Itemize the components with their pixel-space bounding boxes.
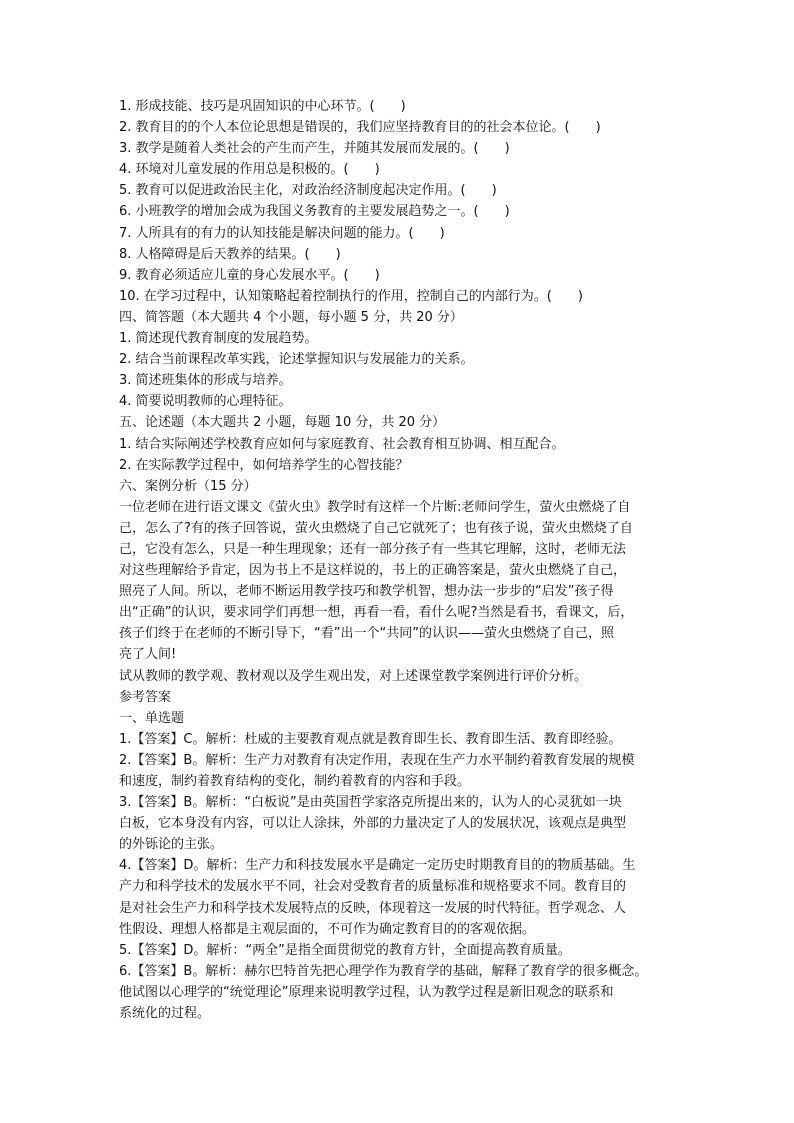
answer-line: 他试图以心理学的“统觉理论”原理来说明教学过程，认为教学过程是新旧观念的联系和 <box>119 984 614 1000</box>
judgement-item: 4. 环境对儿童发展的作用总是积极的。( ) <box>119 162 380 178</box>
judgement-item: 1. 形成技能、技巧是巩固知识的中心环节。( ) <box>119 99 406 114</box>
essay-item: 1. 结合实际阐述学校教育应如何与家庭教育、社会教育相互协调、相互配合。 <box>119 436 565 452</box>
answer-line: 性假设、理想人格都是主观层面的，不可作为确定教育目的的客观依据。 <box>119 921 536 937</box>
document-page <box>119 96 679 1024</box>
case-text-line: 出“正确”的认识，要求同学们再想一想，再看一看，看什么呢?当然是看书，看课文，后， <box>119 605 634 621</box>
essay-item: 2. 在实际教学过程中，如何培养学生的心智技能？ <box>119 457 409 473</box>
case-text-line: 照亮了人间。所以，老师不断运用教学技巧和教学机智，想办法一步步的“启发”孩子得 <box>119 584 614 600</box>
answer-line: 是对社会生产力和科学技术发展特点的反映，体现着这一发展的时代特征。哲学观念、人 <box>119 900 627 916</box>
answer-line: 1.【答案】C。解析：杜威的主要教育观点就是教育即生长、教育即生活、教育即经验。 <box>119 731 622 747</box>
answer-line: 5.【答案】D。解析：“两全”是指全面贯彻党的教育方针，全面提高教育质量。 <box>119 942 571 958</box>
judgement-item: 7. 人所具有的有力的认知技能是解决问题的能力。( ) <box>119 225 445 241</box>
case-text-line: 己，怎么了?有的孩子回答说，萤火虫燃烧了自己它就死了；也有孩子说，萤火虫燃烧了自 <box>119 520 633 536</box>
case-text-line: 一位老师在进行语文课文《萤火虫》教学时有这样一个片断:老师问学生，萤火虫燃烧了自 <box>119 499 631 515</box>
answer-line: 6.【答案】B。解析：赫尔巴特首先把心理学作为教育学的基础，解释了教育学的很多概念。 <box>119 963 648 979</box>
case-heading: 六、案例分析（15 分） <box>119 478 257 494</box>
case-text-line: 孩子们终于在老师的不断引导下，“看”出一个“共同”的认识——萤火虫燃烧了自己，照 <box>119 626 614 642</box>
answer-line: 系统化的过程。 <box>119 1006 211 1022</box>
answer-line: 产力和科学技术的发展水平不同，社会对受教育者的质量标准和规格要求不同。教育目的 <box>119 879 627 895</box>
answer-line: 2.【答案】B。解析：生产力对教育有决定作用，表现在生产力水平制约着教育发展的规模 <box>119 752 635 768</box>
essay-heading: 五、论述题（本大题共 2 小题，每题 10 分，共 20 分） <box>119 415 446 431</box>
short-answer-item: 4. 简要说明教师的心理特征。 <box>119 394 292 410</box>
judgement-item: 3. 教学是随着人类社会的产生而产生，并随其发展而发展的。( ) <box>119 141 510 157</box>
answer-line: 和速度，制约着教育结构的变化，制约着教育的内容和手段。 <box>119 774 471 789</box>
answer-line: 3.【答案】B。解析：“白板说”是由英国哲学家洛克所提出来的，认为人的心灵犹如一块 <box>119 795 622 811</box>
judgement-item: 10. 在学习过程中，认知策略起着控制执行的作用，控制自己的内部行为。( ) <box>119 288 583 304</box>
case-text-line: 亮了人间! <box>119 647 177 663</box>
judgement-item: 9. 教育必须适应儿童的身心发展水平。( ) <box>119 267 380 283</box>
judgement-item: 5. 教育可以促进政治民主化，对政治经济制度起决定作用。( ) <box>119 183 497 199</box>
judgement-item: 2. 教育目的的个人本位论思想是错误的，我们应坚持教育目的的社会本位论。( ) <box>119 120 601 136</box>
answer-line: 白板，它本身没有内容，可以让人涂抹，外部的力量决定了人的发展状况，该观点是典型 <box>119 816 627 832</box>
answer-line: 的外铄论的主张。 <box>119 837 224 853</box>
judgement-item: 6. 小班教学的增加会成为我国义务教育的主要发展趋势之一。( ) <box>119 204 510 220</box>
short-answer-item: 3. 简述班集体的形成与培养。 <box>119 373 292 389</box>
answers-section-heading: 一、单选题 <box>119 710 185 726</box>
case-question: 试从教师的教学观、教材观以及学生观出发，对上述课堂教学案例进行评价分析。 <box>119 668 588 684</box>
case-text-line: 己，它没有怎么，只是一种生理现象；还有一部分孩子有一些其它理解，这时，老师无法 <box>119 541 627 557</box>
case-text-line: 对这些理解给予肯定，因为书上不是这样说的，书上的正确答案是，萤火虫燃烧了自己， <box>119 563 627 579</box>
answer-line: 4.【答案】D。解析：生产力和科技发展水平是确定一定历史时期教育目的的物质基础。生 <box>119 858 636 874</box>
short-answer-item: 1. 简述现代教育制度的发展趋势。 <box>119 331 318 347</box>
answers-heading: 参考答案 <box>119 689 172 705</box>
short-answer-heading: 四、简答题（本大题共 4 个小题，每小题 5 分，共 20 分） <box>119 309 463 325</box>
judgement-item: 8. 人格障碍是后天教养的结果。( ) <box>119 246 341 262</box>
short-answer-item: 2. 结合当前课程改革实践，论述掌握知识与发展能力的关系。 <box>119 352 474 368</box>
